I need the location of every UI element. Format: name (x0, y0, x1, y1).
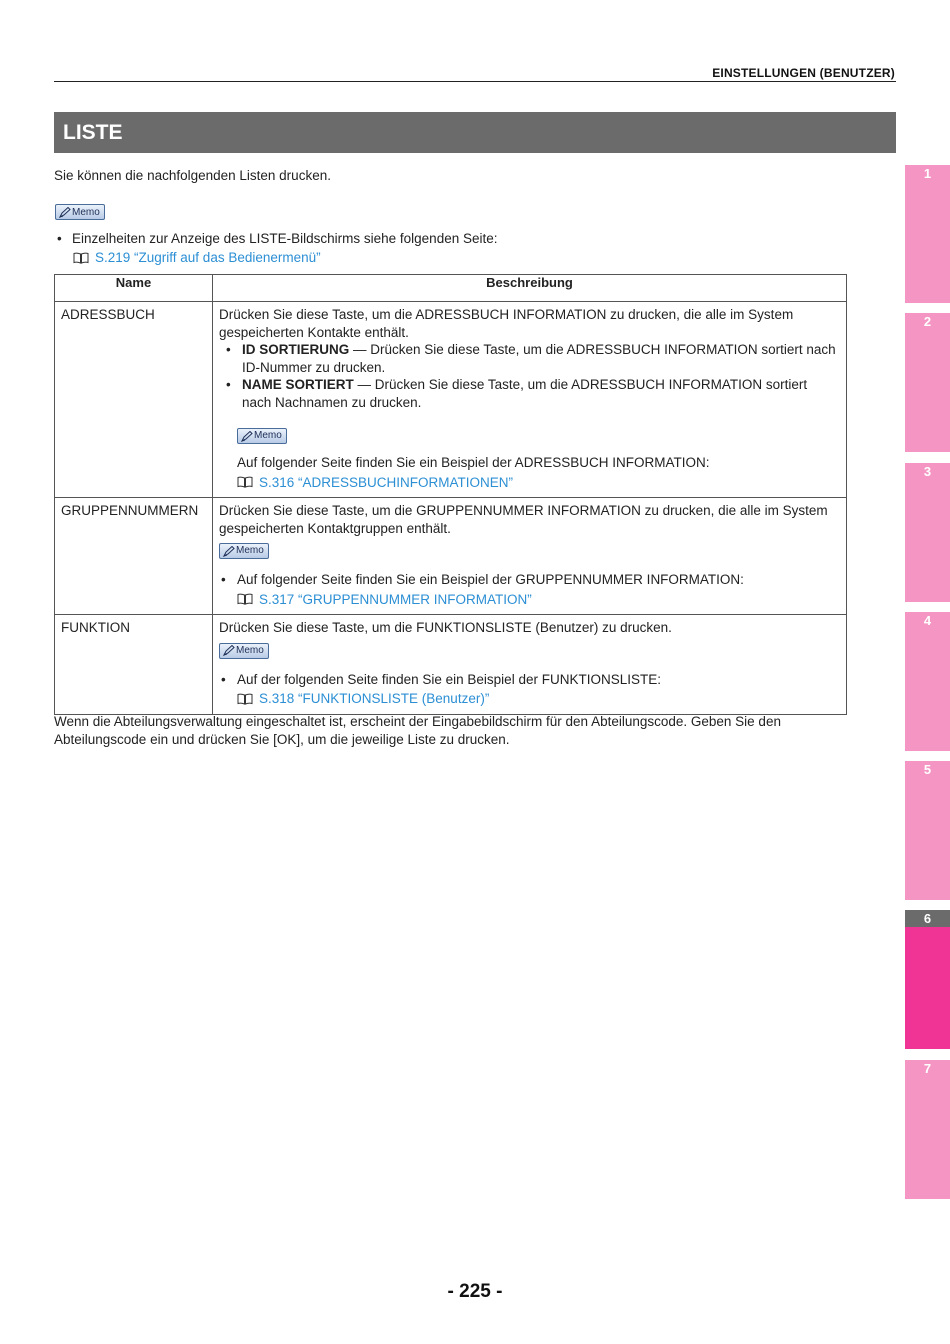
memo-ref[interactable] (237, 474, 840, 492)
row-description-cell (213, 302, 847, 498)
memo-badge (55, 204, 105, 220)
header-name: Name (55, 275, 213, 302)
top-note-bullet: • Einzelheiten zur Anzeige des LISTE-Bildschirms siehe folgenden Seite: (57, 231, 498, 246)
chapter-tab-body (905, 330, 950, 452)
chapter-tab-6[interactable] (905, 910, 950, 1049)
chapter-tab-7[interactable] (905, 1060, 950, 1199)
table-header-row (55, 275, 847, 302)
memo-label: Memo (254, 430, 282, 442)
chapter-tab-number: 4 (905, 612, 950, 629)
memo-text: Auf folgender Seite finden Sie ein Beispiel der ADRESSBUCH INFORMATION: (237, 455, 710, 470)
chapter-tab-number: 6 (905, 910, 950, 927)
row-description: Drücken Sie diese Taste, um die ADRESSBUCH INFORMATION zu drucken, die alle im System gespeicherten Kontakte enthält. (219, 307, 794, 340)
memo-label: Memo (72, 206, 100, 218)
memo-badge (237, 428, 287, 444)
memo-link[interactable]: S.316 “ADRESSBUCHINFORMATIONEN” (259, 474, 514, 490)
book-icon (237, 476, 253, 488)
memo-ref[interactable] (219, 591, 840, 609)
chapter-tab-number: 7 (905, 1060, 950, 1077)
chapter-tab-number: 5 (905, 761, 950, 778)
header-description: Beschreibung (213, 275, 847, 302)
memo-block (219, 428, 840, 491)
pencil-icon (241, 431, 253, 442)
chapter-tab-2[interactable] (905, 313, 950, 452)
memo-list (219, 571, 840, 589)
memo-text: Auf folgender Seite finden Sie ein Beispiel der GRUPPENNUMMER INFORMATION: (237, 572, 744, 587)
intro-text: Sie können die nachfolgenden Listen drucken. (54, 168, 331, 183)
chapter-tab-number: 1 (905, 165, 950, 182)
top-note-link[interactable]: S.219 “Zugriff auf das Bedienermenü” (95, 250, 321, 265)
memo-badge (219, 543, 269, 559)
book-icon (73, 252, 89, 264)
book-icon (237, 593, 253, 605)
list-item: • NAME SORTIERT — Drücken Sie diese Taste, um die ADRESSBUCH INFORMATION sortiert nach Nachnamen zu drucken. (226, 377, 808, 410)
top-note-ref[interactable] (73, 250, 321, 265)
header-rule (54, 81, 896, 82)
book-icon (237, 693, 253, 705)
sub-term: ID SORTIERUNG (242, 342, 350, 357)
chapter-tab-3[interactable] (905, 463, 950, 602)
chapter-tab-body (905, 480, 950, 602)
chapter-tab-body (905, 182, 950, 303)
row-description: Drücken Sie diese Taste, um die FUNKTIONSLISTE (Benutzer) zu drucken. (219, 620, 672, 635)
chapter-tab-4[interactable] (905, 612, 950, 751)
row-description-cell (213, 498, 847, 615)
table-row (55, 302, 847, 498)
chapter-tab-body (905, 1077, 950, 1199)
top-note-text: Einzelheiten zur Anzeige des LISTE-Bildschirms siehe folgenden Seite: (72, 231, 498, 246)
chapter-tab-1[interactable] (905, 165, 950, 303)
row-name: GRUPPENNUMMERN (55, 498, 213, 615)
sub-text: — Drücken Sie diese Taste, um die ADRESSBUCH INFORMATION sortiert nach ID-Nummer zu drucken. (242, 342, 836, 375)
memo-link[interactable]: S.317 “GRUPPENNUMMER INFORMATION” (259, 591, 532, 607)
page-number: - 225 - (447, 1281, 503, 1302)
sub-list (219, 341, 840, 411)
sub-text: — Drücken Sie diese Taste, um die ADRESSBUCH INFORMATION sortiert nach Nachnamen zu drucken. (242, 377, 808, 410)
section-title: LISTE (54, 112, 896, 153)
sub-term: NAME SORTIERT (242, 377, 354, 392)
memo-text: Auf der folgenden Seite finden Sie ein Beispiel der FUNKTIONSLISTE: (237, 671, 661, 687)
list-item: • Auf folgender Seite finden Sie ein Beispiel der GRUPPENNUMMER INFORMATION: (221, 572, 744, 587)
memo-label: Memo (236, 545, 264, 557)
memo-ref[interactable] (219, 690, 840, 708)
memo-label: Memo (236, 644, 264, 656)
table-row (55, 498, 847, 615)
list-table (54, 274, 847, 715)
chapter-tab-number: 3 (905, 463, 950, 480)
chapter-tab-body (905, 927, 950, 1049)
memo-badge (219, 643, 269, 659)
memo-link[interactable]: S.318 “FUNKTIONSLISTE (Benutzer)” (259, 691, 490, 706)
chapter-tab-number: 2 (905, 313, 950, 330)
table-row (55, 615, 847, 715)
chapter-tab-5[interactable] (905, 761, 950, 900)
running-header: EINSTELLUNGEN (BENUTZER) (712, 66, 895, 80)
chapter-tab-body (905, 629, 950, 751)
row-name: ADRESSBUCH (55, 302, 213, 498)
memo-list (219, 671, 840, 689)
list-item: • Auf der folgenden Seite finden Sie ein Beispiel der FUNKTIONSLISTE: (221, 671, 661, 687)
footer-note: Wenn die Abteilungsverwaltung eingeschaltet ist, erscheint der Eingabebildschirm für den Abteilungscode. Geben Sie den Abteilungscode ein und drücken Sie [OK], um die jeweilige Liste zu drucken. (54, 714, 781, 747)
list-item: • ID SORTIERUNG — Drücken Sie diese Taste, um die ADRESSBUCH INFORMATION sortiert nach ID-Nummer zu drucken. (226, 342, 836, 375)
pencil-icon (223, 645, 235, 656)
pencil-icon (59, 207, 71, 218)
row-description-cell (213, 615, 847, 715)
pencil-icon (223, 546, 235, 557)
row-name: FUNKTION (55, 615, 213, 715)
row-description: Drücken Sie diese Taste, um die GRUPPENNUMMER INFORMATION zu drucken, die alle im System gespeicherten Kontaktgruppen enthält. (219, 503, 828, 536)
chapter-tab-body (905, 778, 950, 900)
